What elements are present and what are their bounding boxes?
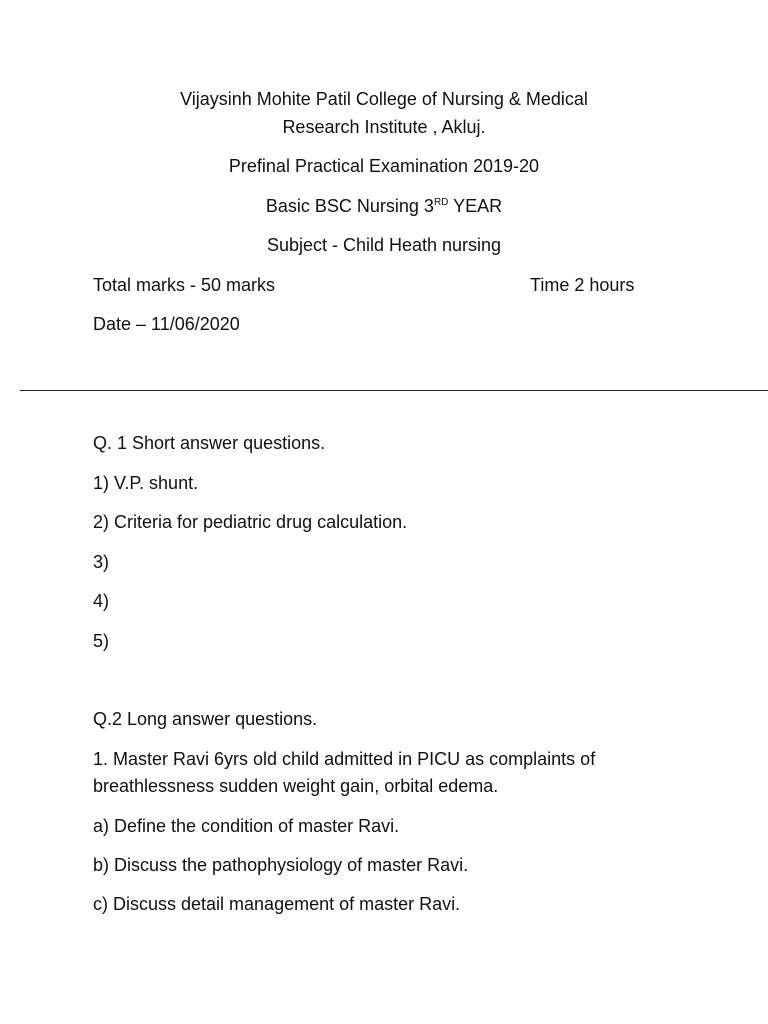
- institution-name-line1: Vijaysinh Mohite Patil College of Nursing & Medical: [180, 89, 588, 109]
- q1-item: 5): [93, 631, 110, 651]
- q2-heading: Q.2 Long answer questions.: [93, 709, 318, 729]
- subject-title: Subject - Child Heath nursing: [266, 235, 502, 255]
- q1-heading: Q. 1 Short answer questions.: [93, 433, 326, 453]
- exam-title: Prefinal Practical Examination 2019-20: [228, 156, 540, 176]
- institution-name-line2: Research Institute , Akluj.: [282, 117, 486, 137]
- q1-item: 4): [93, 591, 110, 611]
- course-title-prefix: Basic BSC Nursing 3: [265, 196, 434, 216]
- course-title-suffix: YEAR: [448, 196, 503, 216]
- q1-item: 1) V.P. shunt.: [93, 473, 199, 493]
- course-year-superscript: RD: [433, 197, 449, 208]
- q2-sub-item: c) Discuss detail management of master Ravi.: [93, 894, 461, 914]
- q2-case-line2: breathlessness sudden weight gain, orbital edema.: [93, 776, 499, 796]
- q2-sub-item: a) Define the condition of master Ravi.: [93, 816, 400, 836]
- total-marks: Total marks - 50 marks: [93, 275, 276, 295]
- exam-date: Date – 11/06/2020: [93, 314, 240, 334]
- q2-sub-item: b) Discuss the pathophysiology of master Ravi.: [93, 855, 469, 875]
- q1-item: 3): [93, 552, 110, 572]
- exam-duration: Time 2 hours: [530, 275, 635, 295]
- q1-item: 2) Criteria for pediatric drug calculation.: [93, 512, 408, 532]
- horizontal-divider: [20, 390, 768, 391]
- q2-case-line1: 1. Master Ravi 6yrs old child admitted in PICU as complaints of: [93, 749, 596, 769]
- course-title: [0, 195, 768, 217]
